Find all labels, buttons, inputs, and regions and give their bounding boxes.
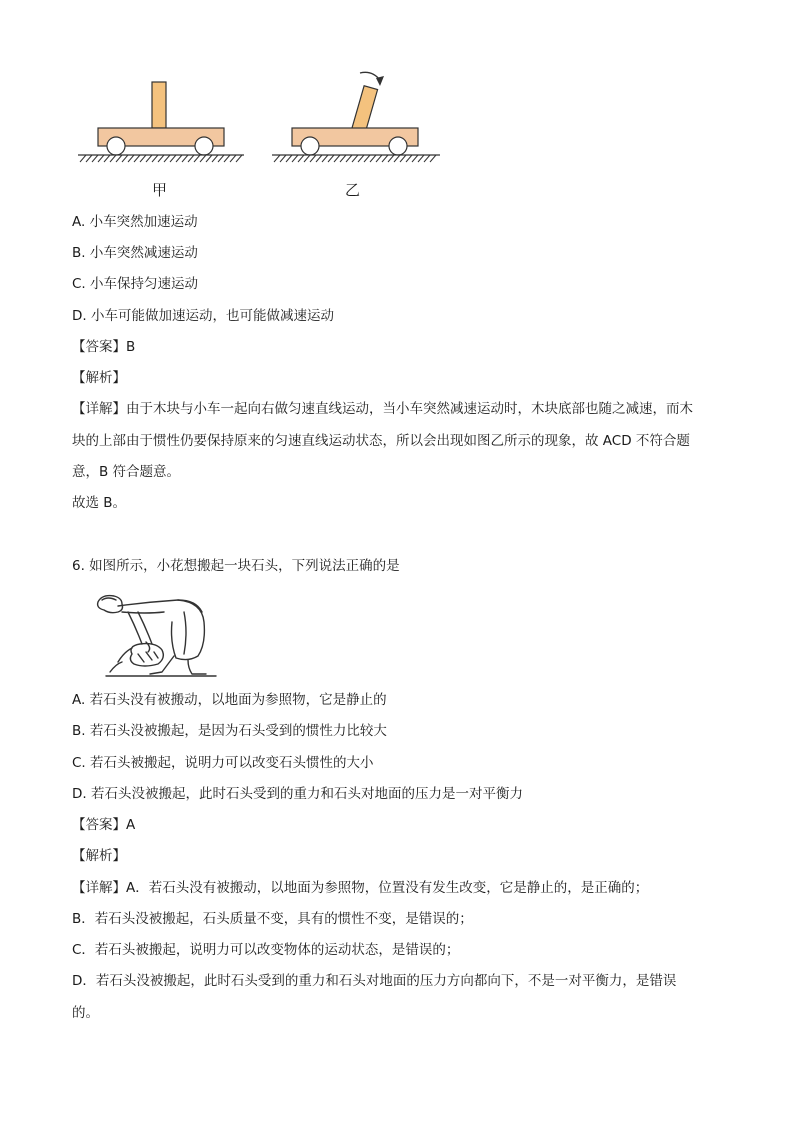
q6-answer: 【答案】A bbox=[72, 817, 136, 833]
q5-option-a: A. 小车突然加速运动 bbox=[72, 214, 198, 230]
q5-detail-line-2: 块的上部由于惯性仍要保持原来的匀速直线运动状态，所以会出现如图乙所示的现象，故 ACD 不符合题 bbox=[72, 433, 690, 449]
q6-analysis-heading: 【解析】 bbox=[72, 848, 126, 864]
q5-analysis-heading: 【解析】 bbox=[72, 370, 126, 386]
ground-right bbox=[272, 155, 440, 162]
lifting-stone-illustration bbox=[88, 592, 228, 682]
cart-left bbox=[98, 82, 224, 155]
q6-option-c: C. 若石头被搬起，说明力可以改变石头惯性的大小 bbox=[72, 755, 374, 771]
q6-detail-line-1: 【详解】A．若石头没有被搬动，以地面为参照物，位置没有发生改变，它是静止的，是正确的； bbox=[72, 880, 649, 896]
q5-conclusion: 故选 B。 bbox=[72, 495, 127, 511]
q6-option-a: A. 若石头没有被搬动，以地面为参照物，它是静止的 bbox=[72, 692, 387, 708]
cart-figure bbox=[0, 0, 794, 200]
q5-option-c: C. 小车保持匀速运动 bbox=[72, 276, 199, 292]
q6-detail-line-5: 的。 bbox=[72, 1005, 99, 1021]
q6-detail-line-2: B．若石头没被搬起，石头质量不变，具有的惯性不变，是错误的； bbox=[72, 911, 473, 927]
q6-detail-line-3: C．若石头被搬起，说明力可以改变物体的运动状态，是错误的； bbox=[72, 942, 460, 958]
ground-left bbox=[78, 155, 244, 162]
cart-right bbox=[292, 86, 418, 155]
q6-stem: 6. 如图所示，小花想搬起一块石头，下列说法正确的是 bbox=[72, 558, 400, 574]
rotation-arrow-icon bbox=[360, 72, 384, 86]
q5-option-d: D. 小车可能做加速运动，也可能做减速运动 bbox=[72, 308, 334, 324]
q5-detail-line-3: 意，B 符合题意。 bbox=[72, 464, 181, 480]
q5-answer: 【答案】B bbox=[72, 339, 136, 355]
q5-option-b: B. 小车突然减速运动 bbox=[72, 245, 198, 261]
q6-option-b: B. 若石头没被搬起，是因为石头受到的惯性力比较大 bbox=[72, 723, 387, 739]
figure-label-yi: 乙 bbox=[345, 181, 361, 199]
q6-detail-line-4: D．若石头没被搬起，此时石头受到的重力和石头对地面的压力方向都向下，不是一对平衡力，是错误 bbox=[72, 973, 677, 989]
q5-detail-line-1: 【详解】由于木块与小车一起向右做匀速直线运动，当小车突然减速运动时，木块底部也随之减速，而木 bbox=[72, 401, 693, 417]
q6-option-d: D. 若石头没被搬起，此时石头受到的重力和石头对地面的压力是一对平衡力 bbox=[72, 786, 523, 802]
figure-label-jia: 甲 bbox=[152, 181, 168, 199]
